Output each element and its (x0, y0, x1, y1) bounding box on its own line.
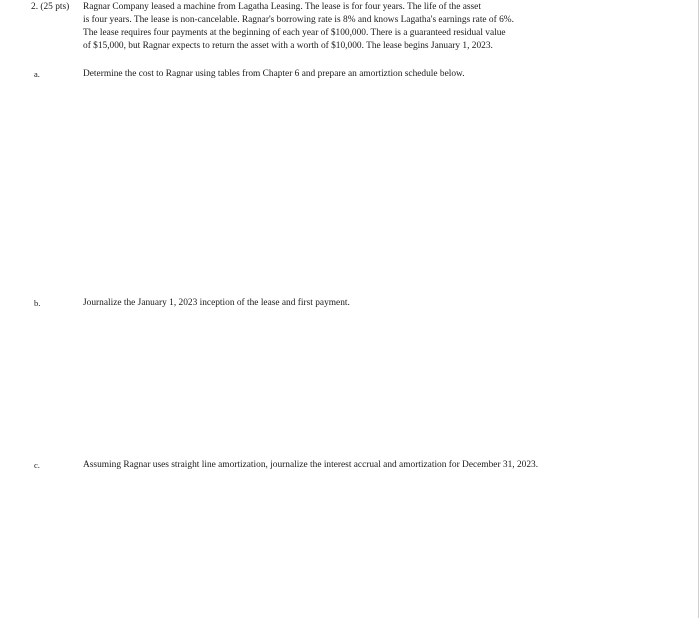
part-c-letter: c. (34, 460, 40, 470)
part-a-text: Determine the cost to Ragnar using tables from Chapter 6 and prepare an amortiztion schedule below. (83, 69, 465, 79)
part-b-text: Journalize the January 1, 2023 inception of the lease and first payment. (83, 298, 350, 308)
question-prompt (83, 1, 563, 53)
part-b-letter: b. (34, 298, 41, 308)
part-c-text: Assuming Ragnar uses straight line amortization, journalize the interest accrual and amortization for December 31, 2023. (83, 460, 539, 470)
prompt-line: is four years. The lease is non-cancelable. Ragnar's borrowing rate is 8% and knows Lagatha's earnings rate of 6%. (83, 14, 514, 25)
page-edge-divider (698, 0, 699, 618)
prompt-line: Ragnar Company leased a machine from Lagatha Leasing. The lease is for four years. The life of the asset (83, 2, 481, 12)
question-number: 2. (31, 2, 39, 12)
question-points: (25 pts) (40, 2, 70, 12)
prompt-line: of $15,000, but Ragnar expects to return the asset with a worth of $10,000. The lease begins January 1, 2023. (83, 40, 493, 51)
question-header (31, 1, 69, 14)
part-a-letter: a. (34, 69, 40, 79)
prompt-line: The lease requires four payments at the beginning of each year of $100,000. There is a guaranteed residual value (83, 27, 506, 38)
